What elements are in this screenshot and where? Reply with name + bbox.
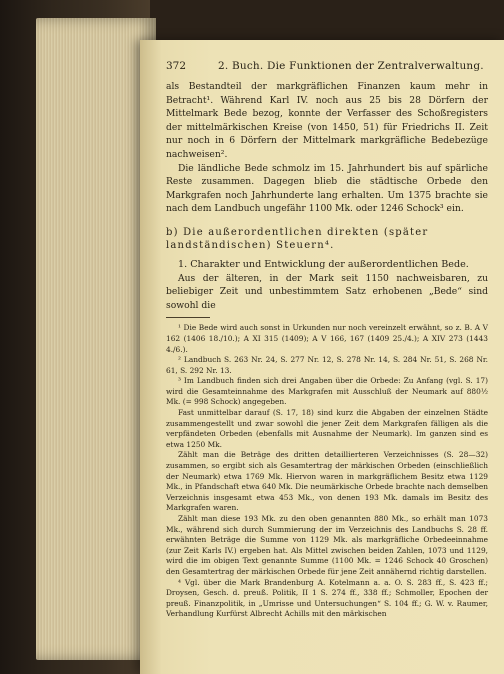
footnote: ³ Im Landbuch finden sich drei Angaben über die Orbede: Zu Anfang (vgl. S. 17) wird die Gesamteinnahme des Markgrafen mit Ausschluß der Neumark auf 880½ Mk. (= 998 Schock) angegeben. (166, 376, 488, 407)
section-heading: b) Die außerordentlichen direkten (später landständischen) Steuern⁴. (166, 226, 429, 251)
body-paragraph: Aus der älteren, in der Mark seit 1150 nachweisbaren, zu beliebiger Zeit und unbestimmtem Satz erhobenen „Bede“ sind sowohl die (166, 272, 488, 311)
subsection-heading: 1. Charakter und Entwicklung der außerordentlichen Bede. (178, 258, 469, 270)
footnote: ¹ Die Bede wird auch sonst in Urkunden nur noch vereinzelt erwähnt, so z. B. A V 162 (1406 18./10.); A XI 315 (1409); A V 166, 167 (1409 25./4.); A XIV 273 (1443 4./6.). (166, 323, 488, 354)
page-stack (36, 18, 156, 660)
running-head: 2. Buch. Die Funktionen der Zentralverwaltung. (218, 60, 484, 72)
body-paragraph: als Bestandteil der markgräflichen Finanzen kaum mehr in Betracht¹. Während Karl IV. noch aus 25 bis 28 Dörfern der Mittelmark Bede bezog, konnte der Verfasser des Schoßregisters der mittelmärkischen Kreise (von 1450, 51) für Friedrichs II. Zeit nur noch in 6 Dörfern der Mittelmark markgräfliche Bedebezüge nachweisen². (166, 81, 488, 160)
footnote: Zählt man diese 193 Mk. zu den oben genannten 880 Mk., so erhält man 1073 Mk., während sich durch Summierung der im Verzeichnis des Landbuchs S. 28 ff. erwähnten Beträge die Summe von 1129 Mk. als markgräfliche Orbedeeinnahme (zur Zeit Karls IV.) ergeben hat. Als Mittel zwischen beiden Zahlen, 1073 und 1129, wird die im obigen Text genannte Summe (1100 Mk. = 1246 Schock 40 Groschen) den Gesamtertrag der märkischen Orbede für jene Zeit annähernd richtig darstellen. (166, 514, 488, 576)
footnote: Fast unmittelbar darauf (S. 17, 18) sind kurz die Abgaben der einzelnen Städte zusammengestellt und zwar sowohl die jener Zeit dem Markgrafen fälligen als die verpfändeten Orbeden (ebenfalls mit Ausnahme der Neumark). Im ganzen sind es etwa 1250 Mk. (166, 408, 488, 449)
page-number: 372 (166, 60, 187, 72)
footnote-divider (166, 317, 210, 318)
book-page (140, 40, 504, 674)
page-header (166, 60, 488, 72)
page-content (166, 60, 488, 620)
body-paragraph: Die ländliche Bede schmolz im 15. Jahrhundert bis auf spärliche Reste zusammen. Dagegen blieb die städtische Orbede den Markgrafen noch Jahrhunderte lang erhalten. Um 1375 brachte sie nach dem Landbuch ungefähr 1100 Mk. oder 1246 Schock³ ein. (166, 162, 488, 215)
footnote: Zählt man die Beträge des dritten detaillierteren Verzeichnisses (S. 28—32) zusammen, so ergibt sich als Gesamtertrag der märkischen Orbeden (einschließlich der Neumark) etwa 1769 Mk. Hiervon waren in markgräflichem Besitz etwa 1129 Mk., in Pfandschaft etwa 640 Mk. Die neumärkische Orbede brachte nach demselben Verzeichnis insgesamt etwa 453 Mk., von denen 193 Mk. damals im Besitz des Markgrafen waren. (166, 450, 488, 513)
footnote: ² Landbuch S. 263 Nr. 24, S. 277 Nr. 12, S. 278 Nr. 14, S. 284 Nr. 51, S. 268 Nr. 61, S. 292 Nr. 13. (166, 355, 488, 375)
footnote: ⁴ Vgl. über die Mark Brandenburg A. Kotelmann a. a. O. S. 283 ff., S. 423 ff.; Droysen, Gesch. d. preuß. Politik, II 1 S. 274 ff., 338 ff.; Schmoller, Epochen der preuß. Finanzpolitik, in „Umrisse und Untersuchungen“ S. 104 ff.; G. W. v. Raumer, Verhandlung Kurfürst Albrecht Achills mit den märkischen (166, 577, 488, 619)
